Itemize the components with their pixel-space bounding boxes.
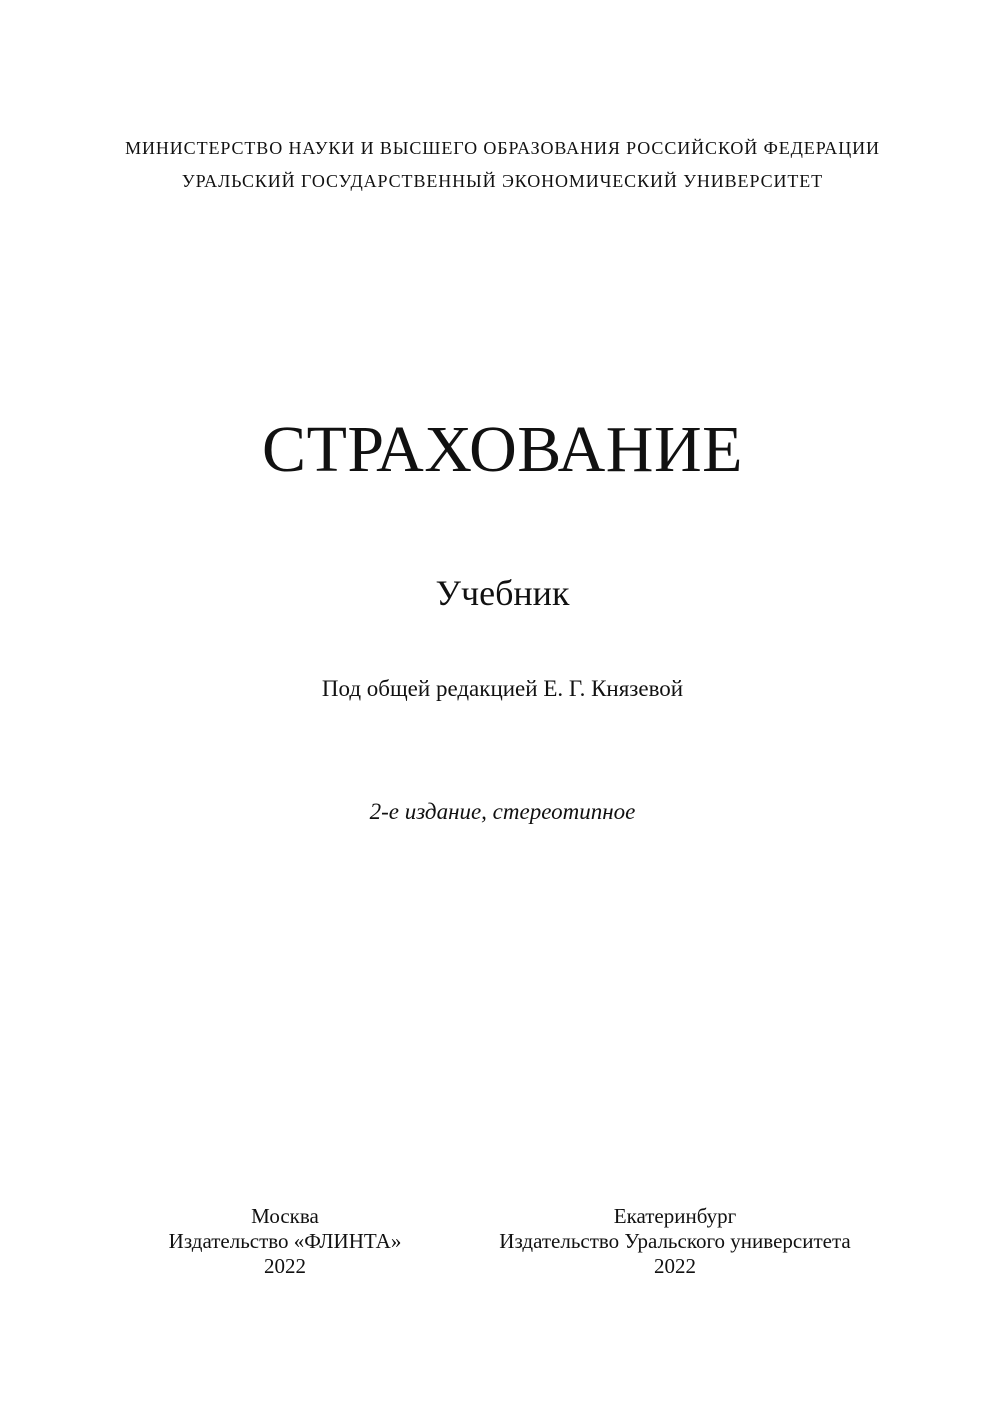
imprint-moscow xyxy=(150,1204,420,1279)
imprint-year: 2022 xyxy=(264,1254,306,1278)
book-title: СТРАХОВАНИЕ xyxy=(262,413,743,486)
ministry-name: МИНИСТЕРСТВО НАУКИ И ВЫСШЕГО ОБРАЗОВАНИЯ РОССИЙСКОЙ ФЕДЕРАЦИИ xyxy=(125,138,880,158)
editor-line: Под общей редакцией Е. Г. Князевой xyxy=(321,676,684,701)
edition-line: 2-е издание, стереотипное xyxy=(369,799,636,824)
imprint-city: Москва xyxy=(251,1204,319,1228)
book-type: Учебник xyxy=(435,573,570,613)
imprint-yekaterinburg xyxy=(465,1204,885,1279)
imprint-publisher: Издательство «ФЛИНТА» xyxy=(168,1229,402,1253)
imprint-publisher: Издательство Уральского университета xyxy=(499,1229,851,1253)
imprint-city: Екатеринбург xyxy=(613,1204,737,1228)
university-name: УРАЛЬСКИЙ ГОСУДАРСТВЕННЫЙ ЭКОНОМИЧЕСКИЙ УНИВЕРСИТЕТ xyxy=(181,171,824,191)
imprint-year: 2022 xyxy=(654,1254,696,1278)
